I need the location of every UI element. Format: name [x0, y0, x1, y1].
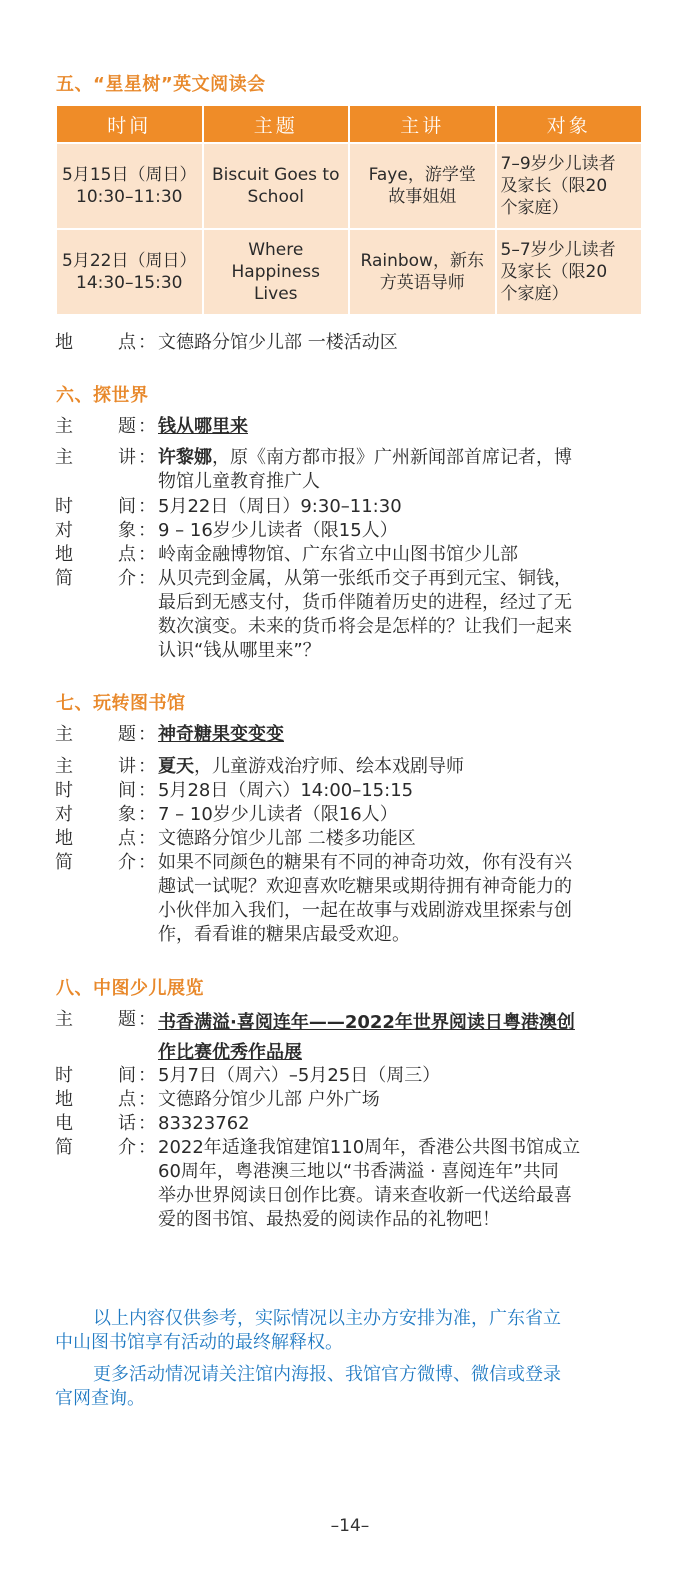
- header-speaker: 主讲: [350, 106, 495, 142]
- sec8-topic-value: 书香满溢·喜阅连年——2022年世界阅读日粤港澳创 作比赛优秀作品展: [158, 1012, 575, 1063]
- section-7-title: 七、玩转图书馆: [56, 693, 186, 714]
- sec6-topic-value: 钱从哪里来: [158, 416, 248, 437]
- sec7-speaker-value: 夏天，儿童游戏治疗师、绘本戏剧导师: [158, 756, 464, 777]
- sec8-topic: 主 题 ： 书香满溢·喜阅连年——2022年世界阅读日粤港澳创 作比赛优秀作品展: [55, 1008, 645, 1068]
- sec7-audience: 对 象 ： 7 – 10岁少儿读者（限16人）: [55, 803, 645, 827]
- section-5-title: 五、“星星树”英文阅读会: [56, 74, 266, 95]
- sec7-audience-value: 7 – 10岁少儿读者（限16人）: [158, 804, 398, 825]
- sec6-audience-value: 9 – 16岁少儿读者（限15人）: [158, 520, 398, 541]
- sec6-intro: 简 介 ： 从贝壳到金属，从第一张纸币交子再到元宝、铜钱， 最后到无感支付，货币伴随着历史的进程，经过了无 数次演变。未来的货币将会是怎样的？让我们一起来 认识“钱从哪里来”？: [55, 567, 645, 663]
- section-8-title: 八、中图少儿展览: [56, 978, 204, 999]
- header-audience: 对象: [497, 106, 642, 142]
- cell-time: 5月22日（周日） 14:30–15:30: [57, 230, 202, 314]
- sec5-place-value: 文德路分馆少儿部 一楼活动区: [158, 332, 398, 353]
- sec6-place-value: 岭南金融博物馆、广东省立中山图书馆少儿部: [158, 544, 518, 565]
- sec6-place: 地 点 ： 岭南金融博物馆、广东省立中山图书馆少儿部: [55, 543, 645, 567]
- sec7-place-value: 文德路分馆少儿部 二楼多功能区: [158, 828, 416, 849]
- cell-speaker: Rainbow，新东 方英语导师: [350, 230, 495, 314]
- sec7-place: 地 点 ： 文德路分馆少儿部 二楼多功能区: [55, 827, 645, 851]
- sec6-time-value: 5月22日（周日）9:30–11:30: [158, 496, 402, 517]
- sec8-intro: 简 介 ： 2022年适逢我馆建馆110周年，香港公共图书馆成立 60周年，粤港澳三地以“书香满溢 · 喜阅连年”共同 举办世界阅读日创作比赛。请来查收新一代送给最喜 爱的图书馆、最热爱的阅读作品的礼物吧！: [55, 1136, 645, 1232]
- sec7-intro-text: 如果不同颜色的糖果有不同的神奇功效，你有没有兴 趣试一试呢？欢迎喜欢吃糖果或期待拥有神奇能力的 小伙伴加入我们，一起在故事与戏剧游戏里探索与创 作，看看谁的糖果店最受欢迎。: [158, 852, 572, 945]
- page-number: –14–: [330, 1516, 370, 1536]
- table-row: [57, 144, 641, 228]
- sec8-time-value: 5月7日（周六）–5月25日（周三）: [158, 1065, 441, 1086]
- cell-topic: Where Happiness Lives: [204, 230, 349, 314]
- section-6-title: 六、探世界: [56, 385, 149, 406]
- sec8-phone: 电 话 ： 83323762: [55, 1112, 645, 1136]
- sec8-phone-value: 83323762: [158, 1113, 250, 1134]
- sec7-speaker: 主 讲 ： 夏天，儿童游戏治疗师、绘本戏剧导师: [55, 755, 645, 779]
- sec6-topic: 主 题 ： 钱从哪里来: [55, 415, 645, 439]
- cell-speaker: Faye，游学堂 故事姐姐: [350, 144, 495, 228]
- cell-audience: 5–7岁少儿读者 及家长（限20 个家庭）: [497, 230, 642, 314]
- sec6-speaker-value: 许黎娜，原《南方都市报》广州新闻部首席记者，博 物馆儿童教育推广人: [158, 447, 572, 492]
- sec5-place: 地 点 ： 文德路分馆少儿部 一楼活动区: [55, 331, 645, 355]
- sec6-time: 时 间 ： 5月22日（周日）9:30–11:30: [55, 495, 645, 519]
- sec6-speaker: 主 讲 ： 许黎娜，原《南方都市报》广州新闻部首席记者，博 物馆儿童教育推广人: [55, 446, 645, 494]
- cell-time: 5月15日（周日） 10:30–11:30: [57, 144, 202, 228]
- header-topic: 主题: [204, 106, 349, 142]
- sec8-place: 地 点 ： 文德路分馆少儿部 户外广场: [55, 1088, 645, 1112]
- reading-schedule-table: [55, 104, 643, 316]
- sec7-intro: 简 介 ： 如果不同颜色的糖果有不同的神奇功效，你有没有兴 趣试一试呢？欢迎喜欢吃糖果或期待拥有神奇能力的 小伙伴加入我们，一起在故事与戏剧游戏里探索与创 作，看看谁的糖果店最受欢迎。: [55, 851, 645, 947]
- sec6-audience: 对 象 ： 9 – 16岁少儿读者（限15人）: [55, 519, 645, 543]
- sec6-intro-text: 从贝壳到金属，从第一张纸币交子再到元宝、铜钱， 最后到无感支付，货币伴随着历史的进程，经过了无 数次演变。未来的货币将会是怎样的？让我们一起来 认识“钱从哪里来”？: [158, 568, 572, 661]
- sec7-topic: 主 题 ： 神奇糖果变变变: [55, 723, 645, 747]
- sec8-place-value: 文德路分馆少儿部 户外广场: [158, 1089, 380, 1110]
- cell-topic: Biscuit Goes to School: [204, 144, 349, 228]
- sec7-time-value: 5月28日（周六）14:00–15:15: [158, 780, 414, 801]
- table-header-row: [57, 106, 641, 142]
- cell-audience: 7–9岁少儿读者 及家长（限20 个家庭）: [497, 144, 642, 228]
- more-info-paragraph: 更多活动情况请关注馆内海报、我馆官方微博、微信或登录 官网查询。: [55, 1364, 561, 1409]
- sec7-time: 时 间 ： 5月28日（周六）14:00–15:15: [55, 779, 645, 803]
- disclaimer-paragraph: 以上内容仅供参考，实际情况以主办方安排为准，广东省立 中山图书馆享有活动的最终解释权。: [55, 1308, 561, 1353]
- sec8-intro-text: 2022年适逢我馆建馆110周年，香港公共图书馆成立 60周年，粤港澳三地以“书香满溢 · 喜阅连年”共同 举办世界阅读日创作比赛。请来查收新一代送给最喜 爱的图书馆、最热爱的阅读作品的礼物吧！: [158, 1137, 581, 1230]
- header-time: 时间: [57, 106, 202, 142]
- sec8-time: 时 间 ： 5月7日（周六）–5月25日（周三）: [55, 1064, 645, 1088]
- sec7-topic-value: 神奇糖果变变变: [158, 724, 284, 745]
- table-row: [57, 230, 641, 314]
